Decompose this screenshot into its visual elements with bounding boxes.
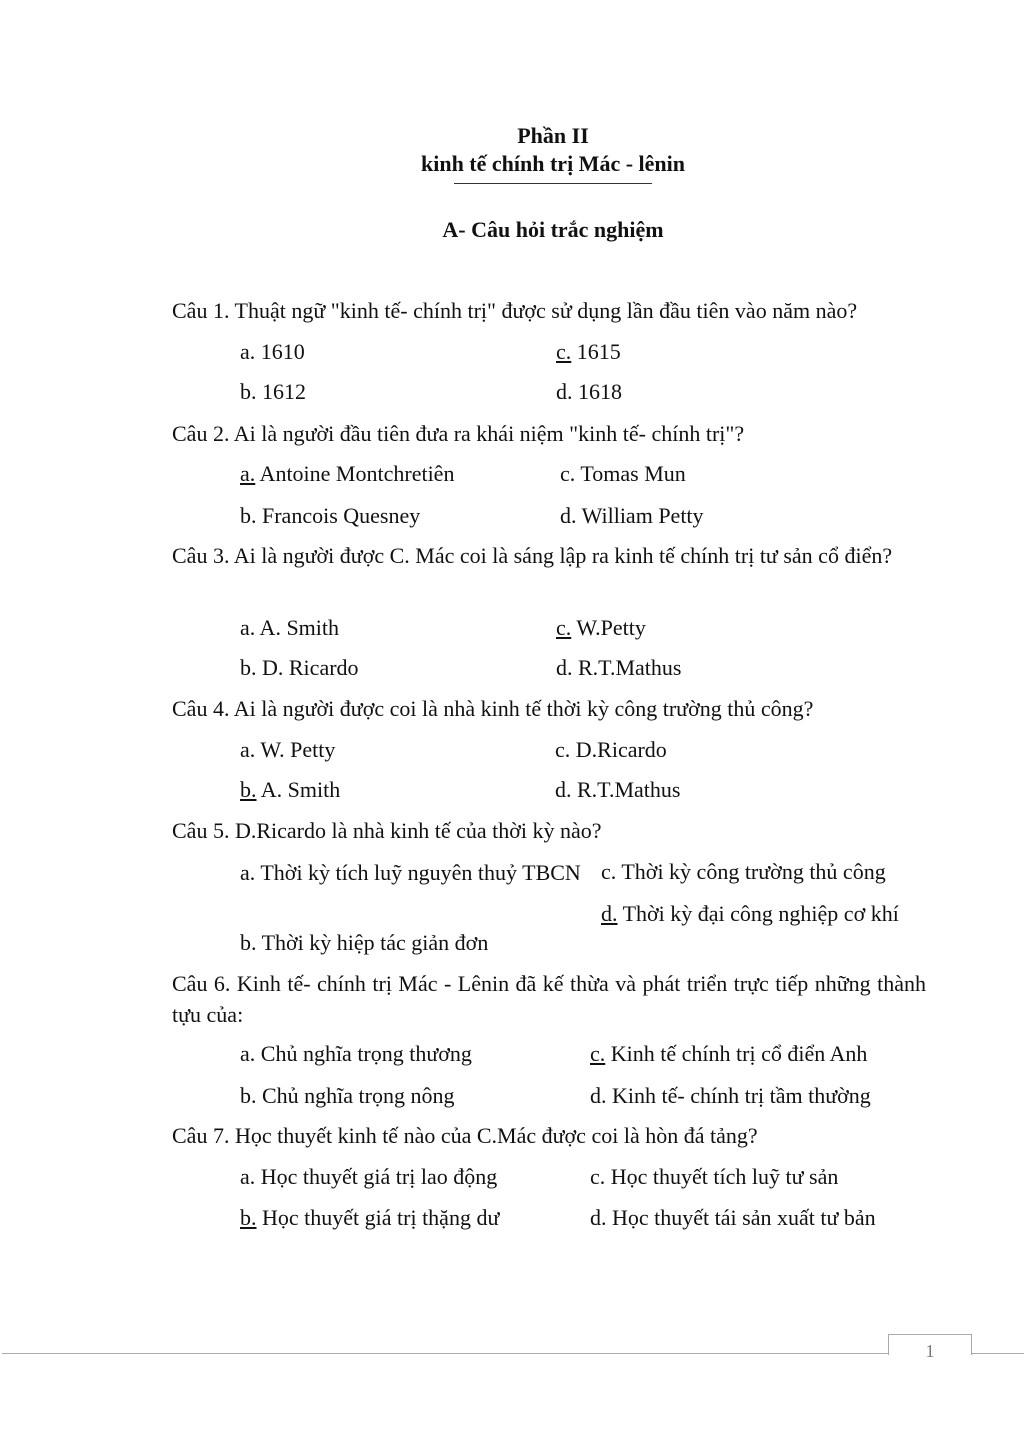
answer-option	[240, 337, 305, 367]
answer-option	[560, 459, 686, 489]
answer-option	[556, 377, 622, 407]
answer-label: c.	[601, 859, 617, 884]
answer-option	[601, 898, 927, 929]
correct-answer-label: a.	[240, 461, 256, 486]
answer-option	[240, 928, 488, 958]
question-text: Câu 3. Ai là người được C. Mác coi là sáng lập ra kinh tế chính trị tư sản cổ điển?	[172, 543, 893, 568]
answer-label: b.	[240, 379, 257, 404]
answer-option	[590, 1162, 838, 1192]
answer-text: Antoine Montchretiên	[255, 461, 455, 486]
answer-text: 1612	[256, 379, 306, 404]
answer-option	[240, 775, 340, 805]
correct-answer-label: c.	[556, 339, 572, 364]
question-text: Câu 1. Thuật ngữ "kinh tế- chính trị" được sử dụng lần đầu tiên vào năm nào?	[172, 298, 858, 323]
answer-option	[240, 377, 306, 407]
answer-option	[590, 1039, 867, 1069]
answer-text: Chủ nghĩa trọng nông	[256, 1083, 455, 1108]
answer-option	[240, 459, 454, 489]
answer-label: b.	[240, 1083, 257, 1108]
answer-option	[240, 1203, 499, 1233]
answer-label: d.	[555, 777, 572, 802]
question-text: Câu 2. Ai là người đầu tiên đưa ra khái niệm "kinh tế- chính trị"?	[172, 421, 745, 446]
answer-label: b.	[240, 655, 257, 680]
answer-option	[240, 735, 335, 765]
page-number: 1	[925, 1341, 935, 1361]
answer-text: William Petty	[576, 503, 704, 528]
question-text: Câu 7. Học thuyết kinh tế nào của C.Mác được coi là hòn đá tảng?	[172, 1123, 758, 1148]
answer-label: a.	[240, 615, 256, 640]
answer-text: Học thuyết giá trị thặng dư	[256, 1205, 500, 1230]
footer-line	[970, 1353, 1024, 1354]
answer-text: Học thuyết tích luỹ tư sản	[605, 1164, 839, 1189]
answer-option	[240, 613, 339, 643]
answer-text: Kinh tế chính trị cổ điển Anh	[605, 1041, 868, 1066]
part-title: Phần II	[517, 123, 589, 148]
answer-option	[240, 1162, 497, 1192]
answer-label: c.	[555, 737, 571, 762]
answer-option	[560, 501, 704, 531]
answer-label: a.	[240, 1164, 256, 1189]
answer-option	[240, 653, 359, 683]
question-text: Câu 6. Kinh tế- chính trị Mác - Lênin đã kế thừa và phát triển trực tiếp những thành tựu của:	[172, 971, 926, 1027]
answer-option	[240, 501, 420, 531]
answer-option	[556, 337, 621, 367]
answer-label: d.	[556, 379, 573, 404]
answer-option	[240, 1081, 455, 1111]
answer-label: d.	[560, 503, 577, 528]
answer-text: 1610	[255, 339, 305, 364]
answer-label: d.	[590, 1205, 607, 1230]
question-text: Câu 4. Ai là người được coi là nhà kinh tế thời kỳ công trường thủ công?	[172, 696, 814, 721]
answer-text: A. Smith	[255, 615, 340, 640]
answer-label: d.	[556, 655, 573, 680]
answer-text: R.T.Mathus	[571, 777, 681, 802]
answer-text: Thời kỳ công trường thủ công	[616, 859, 886, 884]
correct-answer-label: d.	[601, 901, 618, 926]
answer-option	[556, 653, 681, 683]
answer-text: R.T.Mathus	[572, 655, 682, 680]
answer-text: D.Ricardo	[570, 737, 667, 762]
answer-label: b.	[240, 503, 257, 528]
answer-label: a.	[240, 1041, 256, 1066]
answer-text: Chủ nghĩa trọng thương	[255, 1041, 472, 1066]
answer-text: W. Petty	[255, 737, 336, 762]
correct-answer-label: c.	[590, 1041, 606, 1066]
answer-label: a.	[240, 339, 256, 364]
correct-answer-label: b.	[240, 777, 257, 802]
footer-line	[2, 1353, 888, 1354]
answer-label: a.	[240, 737, 256, 762]
answer-text: W.Petty	[571, 615, 646, 640]
answer-text: D. Ricardo	[256, 655, 359, 680]
answer-text: 1618	[572, 379, 622, 404]
answer-option	[555, 735, 667, 765]
answer-option	[555, 775, 680, 805]
answer-option	[240, 857, 584, 888]
answer-text: Thời kỳ tích luỹ nguyên thuỷ TBCN	[255, 860, 581, 885]
answer-text: Tomas Mun	[575, 461, 686, 486]
correct-answer-label: c.	[556, 615, 572, 640]
answer-option	[240, 1039, 472, 1069]
answer-text: Francois Quesney	[256, 503, 421, 528]
answer-text: Thời kỳ hiệp tác giản đơn	[256, 930, 489, 955]
answer-text: 1615	[571, 339, 621, 364]
answer-label: b.	[240, 930, 257, 955]
answer-label: c.	[560, 461, 576, 486]
answer-text: Thời kỳ đại công nghiệp cơ khí	[617, 901, 899, 926]
answer-option	[601, 857, 886, 887]
answer-label: a.	[240, 860, 256, 885]
question-text: Câu 5. D.Ricardo là nhà kinh tế của thời kỳ nào?	[172, 818, 602, 843]
answer-label: c.	[590, 1164, 606, 1189]
answer-text: Học thuyết tái sản xuất tư bản	[606, 1205, 876, 1230]
subject-title: kinh tế chính trị Mác - lênin	[420, 151, 685, 176]
answer-text: Kinh tế- chính trị tầm thường	[606, 1083, 871, 1108]
correct-answer-label: b.	[240, 1205, 257, 1230]
answer-option	[590, 1081, 871, 1111]
answer-text: A. Smith	[256, 777, 341, 802]
title-divider	[454, 183, 652, 184]
answer-text: Học thuyết giá trị lao động	[255, 1164, 498, 1189]
answer-option	[556, 613, 646, 643]
answer-label: d.	[590, 1083, 607, 1108]
answer-option	[590, 1203, 876, 1233]
section-heading: A- Câu hỏi trắc nghiệm	[442, 217, 664, 242]
